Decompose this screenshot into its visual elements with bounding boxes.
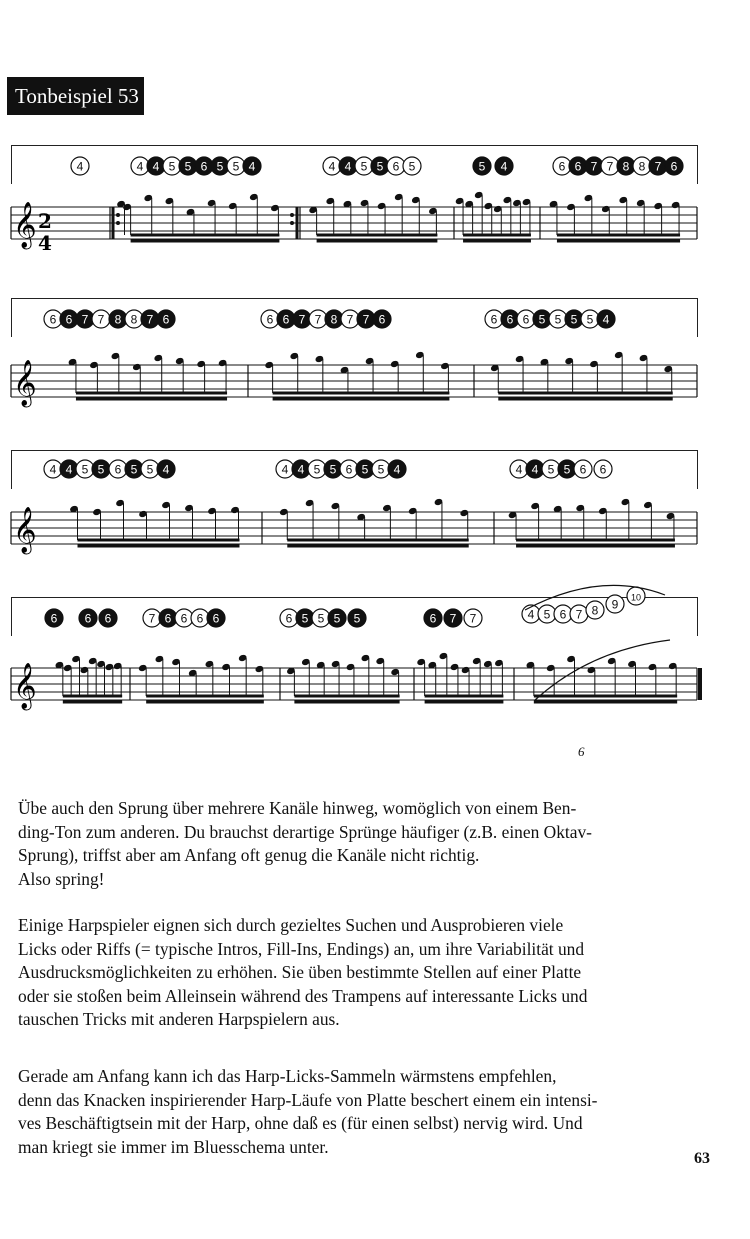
channel-number: 7: [469, 611, 477, 626]
channel-number: 6: [164, 611, 172, 626]
channel-number: 6: [574, 159, 582, 174]
channel-number: 8: [330, 312, 338, 327]
channel-number: 6: [49, 312, 57, 327]
para-line: Sprung), triffst aber am Anfang oft genug die Kanäle nicht richtig.: [18, 845, 480, 865]
para-line: Einige Harpspieler eignen sich durch gezieltes Suchen und Ausprobieren viele: [18, 915, 564, 935]
channel-number: 4: [49, 462, 57, 477]
channel-number: 7: [81, 312, 89, 327]
channel-number: 7: [346, 312, 354, 327]
channel-number: 8: [130, 312, 138, 327]
channel-number: 6: [196, 611, 204, 626]
channel-number: 4: [162, 462, 170, 477]
para-line: Ausdrucksmöglichkeiten zu erhöhen. Sie üben bestimmte Stellen auf einer Platte: [18, 962, 582, 982]
channel-number: 5: [361, 462, 369, 477]
channel-number: 6: [378, 312, 386, 327]
para-line: tauschen Tricks mit anderen Harpspielern aus.: [18, 1009, 340, 1029]
channel-number: 7: [148, 611, 156, 626]
channel-number: 5: [377, 462, 385, 477]
channel-number: 6: [266, 312, 274, 327]
channel-number: 8: [114, 312, 122, 327]
channel-number: 8: [591, 603, 599, 618]
channel-number: 6: [282, 312, 290, 327]
treble-clef-icon: 𝄞: [13, 507, 37, 553]
channel-number: 6: [558, 159, 566, 174]
para-line: ves Beschäftigtsein mit der Harp, ohne daß es (für einen selbst) nervig wird. Und: [18, 1113, 583, 1133]
channel-number: 5: [329, 462, 337, 477]
channel-number: 10: [630, 592, 642, 603]
channel-number: 7: [449, 611, 457, 626]
channel-number: 4: [531, 462, 539, 477]
paragraph-1: [18, 797, 708, 891]
channel-number: 7: [654, 159, 662, 174]
channel-number: 5: [543, 607, 551, 622]
channel-number: 5: [360, 159, 368, 174]
channel-number: 4: [65, 462, 73, 477]
channel-number: 4: [248, 159, 256, 174]
channel-number: 5: [538, 312, 546, 327]
repeat-dot: [290, 213, 294, 217]
channel-number: 9: [611, 597, 619, 612]
channel-number: 6: [345, 462, 353, 477]
repeat-dot: [116, 221, 120, 225]
channel-number: 5: [232, 159, 240, 174]
channel-number: 6: [84, 611, 92, 626]
channel-number: 7: [298, 312, 306, 327]
channel-number: 7: [146, 312, 154, 327]
para-line: Licks oder Riffs (= typische Intros, Fill-Ins, Endings) an, um ihre Variabilität und: [18, 938, 585, 959]
channel-number: 6: [522, 312, 530, 327]
channel-number: 4: [500, 159, 508, 174]
time-signature-top: 2: [38, 209, 52, 233]
channel-number: 5: [333, 611, 341, 626]
channel-number: 5: [130, 462, 138, 477]
channel-number: 4: [527, 607, 535, 622]
treble-clef-icon: 𝄞: [13, 663, 37, 709]
page-number: 63: [694, 1150, 710, 1167]
treble-clef-icon: 𝄞: [13, 360, 37, 406]
para-line: denn das Knacken inspirierender Harp-Läufe von Platte beschert einem ein intensi-: [18, 1089, 598, 1110]
channel-number: 4: [344, 159, 352, 174]
channel-number: 7: [362, 312, 370, 327]
channel-number: 6: [670, 159, 678, 174]
channel-number: 5: [547, 462, 555, 477]
channel-number: 5: [554, 312, 562, 327]
repeat-dot: [116, 213, 120, 217]
channel-number: 5: [146, 462, 154, 477]
channel-number: 5: [376, 159, 384, 174]
tuplet-label: 6: [578, 744, 585, 759]
channel-number: 7: [97, 312, 105, 327]
para-line: man kriegt sie immer im Bluesschema unter.: [18, 1136, 329, 1157]
channel-number: 5: [301, 611, 309, 626]
channel-number: 5: [168, 159, 176, 174]
channel-number: 6: [104, 611, 112, 626]
channel-number: 6: [285, 611, 293, 626]
channel-number: 6: [506, 312, 514, 327]
channel-number: 6: [392, 159, 400, 174]
channel-number: 7: [590, 159, 598, 174]
slur: [535, 640, 670, 700]
channel-number: 6: [50, 611, 58, 626]
channel-number: 6: [200, 159, 208, 174]
example-label: Tonbeispiel 53: [7, 77, 144, 115]
channel-number: 4: [515, 462, 523, 477]
paragraph-2: [18, 914, 708, 1032]
channel-number: 6: [180, 611, 188, 626]
channel-number: 5: [317, 611, 325, 626]
channel-number: 7: [606, 159, 614, 174]
channel-number: 4: [76, 159, 84, 174]
channel-number: 6: [490, 312, 498, 327]
channel-number: 8: [638, 159, 646, 174]
channel-number: 4: [136, 159, 144, 174]
channel-number: 6: [429, 611, 437, 626]
para-line: oder sie stoßen beim Alleinsein während des Trampens auf interessante Licks und: [18, 985, 588, 1006]
channel-number: 6: [212, 611, 220, 626]
channel-number: 5: [81, 462, 89, 477]
channel-number: 6: [559, 607, 567, 622]
channel-number: 4: [393, 462, 401, 477]
channel-number: 4: [152, 159, 160, 174]
channel-number: 5: [570, 312, 578, 327]
para-line: Also spring!: [18, 868, 105, 889]
channel-number: 5: [478, 159, 486, 174]
channel-number: 5: [216, 159, 224, 174]
channel-number: 5: [97, 462, 105, 477]
channel-number: 4: [328, 159, 336, 174]
channel-number: 5: [563, 462, 571, 477]
repeat-dot: [290, 221, 294, 225]
channel-number: 7: [575, 607, 583, 622]
channel-number: 5: [184, 159, 192, 174]
channel-number: 6: [114, 462, 122, 477]
channel-number: 6: [579, 462, 587, 477]
channel-number: 4: [602, 312, 610, 327]
channel-number: 5: [586, 312, 594, 327]
para-line: Übe auch den Sprung über mehrere Kanäle hinweg, womöglich von einem Ben-: [18, 798, 577, 818]
treble-clef-icon: 𝄞: [13, 202, 37, 248]
channel-number: 6: [65, 312, 73, 327]
channel-number: 6: [162, 312, 170, 327]
channel-number: 5: [353, 611, 361, 626]
channel-number: 7: [314, 312, 322, 327]
channel-number: 8: [622, 159, 630, 174]
channel-number: 4: [281, 462, 289, 477]
para-line: Gerade am Anfang kann ich das Harp-Licks-Sammeln wärmstens empfehlen,: [18, 1066, 557, 1086]
channel-number: 6: [599, 462, 607, 477]
channel-number: 5: [313, 462, 321, 477]
time-signature-bottom: 4: [38, 231, 52, 255]
channel-number: 4: [297, 462, 305, 477]
paragraph-3: [18, 1065, 708, 1159]
para-line: ding-Ton zum anderen. Du brauchst derartige Sprünge häufiger (z.B. einen Oktav-: [18, 821, 592, 842]
channel-number: 5: [408, 159, 416, 174]
